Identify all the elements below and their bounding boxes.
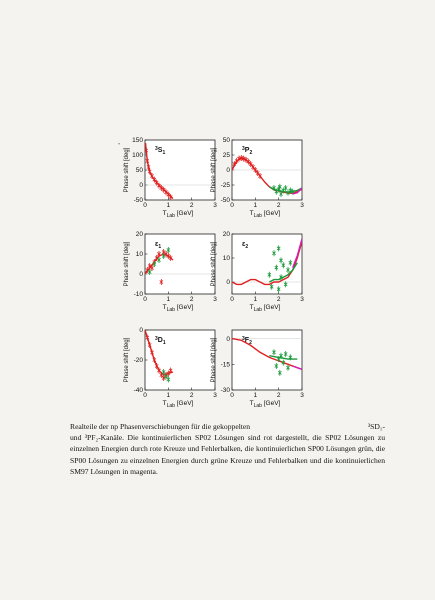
y-tick-label: 25 (222, 152, 230, 160)
page-dot: • (118, 142, 121, 148)
y-axis-label: Phase shift [deg] (124, 241, 130, 287)
x-tick-label: 1 (166, 202, 171, 209)
x-tick-label: 1 (253, 296, 258, 303)
x-tick-label: 0 (143, 392, 147, 399)
y-axis-label: Phase shift [deg] (211, 337, 217, 383)
x-tick-label: 1 (166, 296, 171, 303)
caption-channel-label: ³SD₁- (367, 422, 385, 431)
x-axis-label: $T_{Lab}$ [GeV] (249, 304, 281, 313)
x-tick-label: 1 (166, 392, 171, 399)
x-tick-label: 2 (189, 202, 194, 209)
y-tick-label: 150 (132, 137, 143, 145)
caption-body: und ³PF₂-Kanäle. Die kontinuierlichen SP02 Lösungen sind rot dargestellt, die SP02 Lösungen zu einzelnen Energien durch rote Kreuze und Fehlerbalken, die kontinuierlichen SP00 Lösungen grün, die SP00 Lösungen zu einzelnen Energien durch grüne Kreuze und Fehlerbalken und die kontinuierlichen SM97 Lösungen in magenta. (70, 433, 385, 476)
y-tick-label: 50 (135, 167, 143, 175)
x-tick-label: 2 (276, 392, 281, 399)
y-tick-label: -20 (133, 357, 143, 365)
x-tick-label: 1 (253, 202, 258, 209)
panel-title: $\varepsilon_2$ (242, 241, 249, 250)
caption-line-1: Realteile der np Phasenverschiebungen für die gekoppelten (70, 422, 251, 431)
panel-title: $^3P_2$ (242, 146, 253, 156)
panel-title: $^3S_1$ (155, 146, 166, 156)
panel-3 (211, 231, 304, 313)
x-tick-label: 2 (276, 202, 281, 209)
y-tick-label: -40 (133, 387, 143, 395)
y-tick-label: 10 (135, 251, 143, 259)
x-axis-label: $T_{Lab}$ [GeV] (249, 210, 281, 219)
y-tick-label: -10 (133, 291, 143, 299)
y-tick-label: -50 (133, 197, 143, 205)
y-tick-label: 100 (132, 152, 143, 160)
y-tick-label: 50 (222, 137, 230, 145)
y-tick-label: 20 (222, 231, 230, 239)
x-tick-label: 3 (300, 392, 304, 399)
x-tick-label: 0 (230, 202, 234, 209)
x-tick-label: 0 (143, 202, 147, 209)
y-tick-label: 0 (226, 167, 230, 175)
y-tick-label: 0 (226, 335, 230, 343)
x-tick-label: 0 (230, 392, 234, 399)
y-tick-label: 0 (139, 271, 143, 279)
x-tick-label: 1 (253, 392, 258, 399)
y-axis-label: Phase shift [deg] (211, 241, 217, 287)
x-tick-label: 0 (143, 296, 147, 303)
panel-5 (211, 330, 304, 409)
y-tick-label: 10 (222, 255, 230, 263)
panel-2 (124, 231, 217, 313)
x-tick-label: 2 (189, 296, 194, 303)
x-axis-label: $T_{Lab}$ [GeV] (162, 304, 194, 313)
x-axis-label: $T_{Lab}$ [GeV] (162, 210, 194, 219)
x-tick-label: 2 (189, 392, 194, 399)
x-tick-label: 3 (300, 202, 304, 209)
panel-title: $^3D_1$ (155, 336, 166, 346)
x-tick-label: 2 (276, 296, 281, 303)
x-axis-label: $T_{Lab}$ [GeV] (162, 400, 194, 409)
y-tick-label: 0 (139, 327, 143, 335)
y-tick-label: -30 (220, 387, 230, 395)
x-tick-label: 3 (213, 392, 217, 399)
y-axis-label: Phase shift [deg] (124, 337, 130, 383)
x-tick-label: 3 (213, 296, 217, 303)
y-tick-label: 0 (139, 182, 143, 190)
y-tick-label: -15 (220, 361, 230, 369)
x-axis-label: $T_{Lab}$ [GeV] (249, 400, 281, 409)
y-tick-label: 20 (135, 231, 143, 239)
panel-title: $^3F_2$ (242, 336, 252, 346)
y-axis-label: Phase shift [deg] (124, 147, 130, 193)
x-tick-label: 3 (300, 296, 304, 303)
x-tick-label: 3 (213, 202, 217, 209)
y-tick-label: 0 (226, 279, 230, 287)
panel-1 (211, 137, 304, 219)
y-tick-label: -25 (220, 182, 230, 190)
panel-title: $\varepsilon_1$ (155, 241, 162, 250)
panel-4 (124, 327, 217, 409)
panel-0 (124, 137, 217, 219)
x-tick-label: 0 (230, 296, 234, 303)
figure-caption (70, 421, 385, 477)
y-tick-label: -50 (220, 197, 230, 205)
y-axis-label: Phase shift [deg] (211, 147, 217, 193)
